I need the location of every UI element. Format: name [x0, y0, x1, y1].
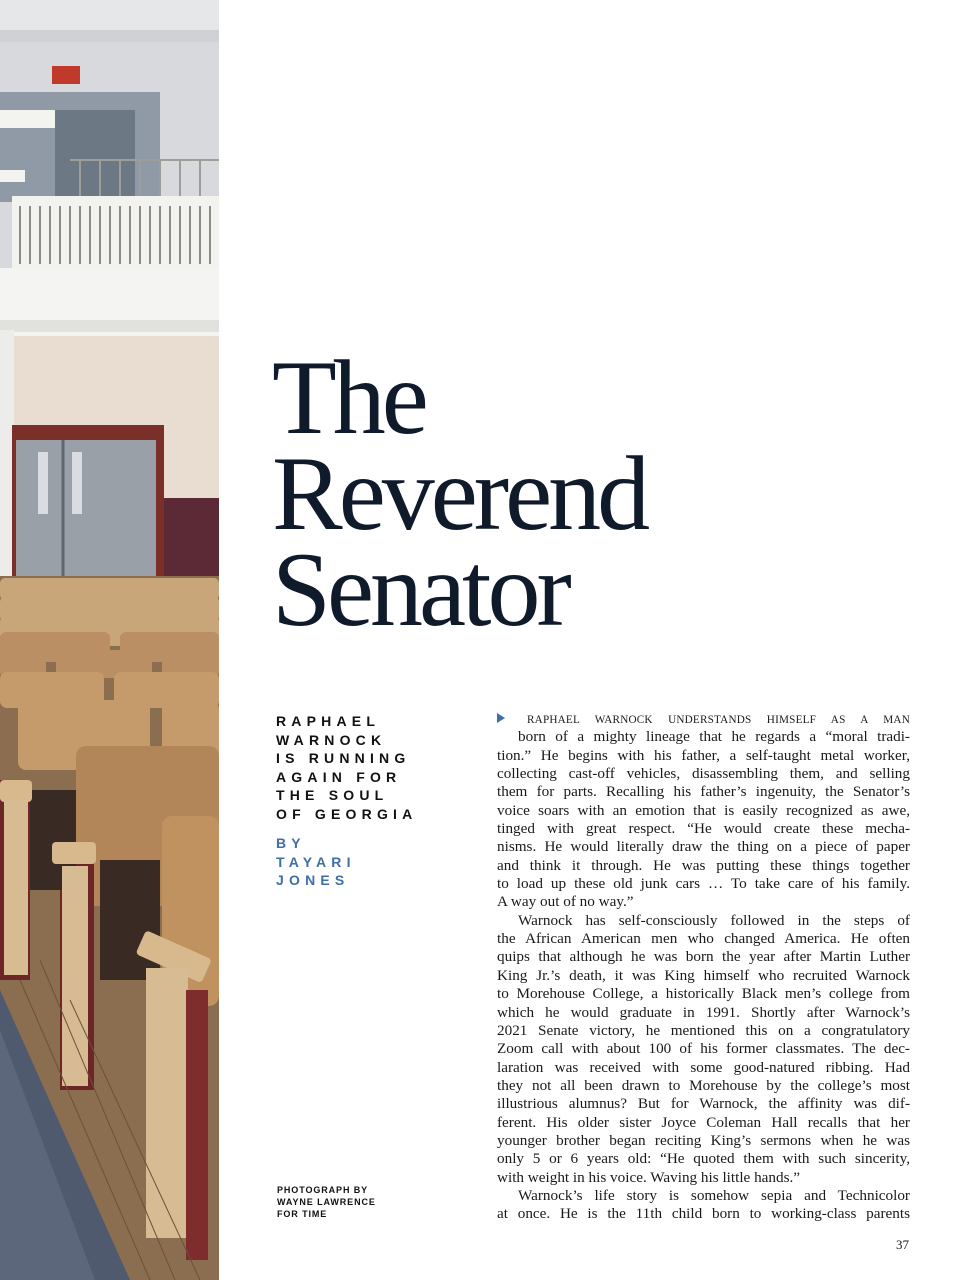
- byline-line: TAYARI: [276, 853, 356, 870]
- body-line: illustrious alumnus? But for Warnock, the affinity was dif-: [497, 1095, 910, 1113]
- body-line: which he would graduate in 1991. Shortly after Warnock’s: [497, 1003, 910, 1021]
- photo-credit: [277, 1184, 457, 1221]
- body-line: King Jr.’s death, it was King himself who recruited Warnock: [497, 966, 910, 984]
- lead-in: RAPHAEL WARNOCK UNDERSTANDS HIMSELF AS A MAN: [527, 714, 910, 726]
- byline-line: BY: [276, 835, 306, 851]
- body-line: 2021 Senate victory, he mentioned this on a congratulatory: [497, 1021, 910, 1039]
- body-line: tinged with great respect. “He would create these mecha-: [497, 820, 910, 838]
- body-line: collecting cast-off vehicles, disassembling them, and selling: [497, 765, 910, 783]
- body-line: them for parts. Recalling his father’s ingenuity, the Senator’s: [497, 783, 910, 801]
- body-line: tion.” He begins with his father, a self-taught metal worker,: [497, 746, 910, 764]
- headline-line: Senator: [272, 531, 568, 648]
- chapel-photo: [0, 0, 219, 1280]
- body-line: quips that although he was born the year after Martin Luther: [497, 948, 910, 966]
- body-line: at once. He is the 11th child born to working-class parents: [497, 1205, 910, 1223]
- body-line: Warnock’s life story is somehow sepia and Technicolor: [518, 1186, 910, 1204]
- body-line: only 5 or 6 years old: “He quoted them with such sincerity,: [497, 1150, 910, 1168]
- byline: [276, 834, 476, 890]
- headline-line: Reverend: [272, 435, 647, 552]
- body-line: with weight in his voice. Waving his little hands.”: [497, 1168, 801, 1186]
- body-line: and think it through. He was putting these things together: [497, 856, 910, 874]
- deck: [276, 712, 476, 824]
- body-line: Zoom call with about 100 of his former classmates. The dec-: [497, 1040, 910, 1058]
- triangle-bullet-icon: [497, 713, 505, 723]
- byline-line: JONES: [276, 872, 350, 889]
- body-line: laration was received with some good-natured ribbing. Had: [497, 1058, 910, 1076]
- deck-line: RAPHAEL: [276, 713, 381, 729]
- credit-line: WAYNE LAWRENCE: [277, 1197, 376, 1208]
- credit-line: PHOTOGRAPH BY: [277, 1185, 369, 1195]
- headline-line: The: [272, 339, 425, 456]
- deck-line: WARNOCK: [276, 731, 387, 748]
- deck-line: AGAIN FOR: [276, 768, 402, 785]
- deck-line: IS RUNNING: [276, 750, 411, 767]
- body-line: younger brother began reciting King’s sermons when he was: [497, 1131, 910, 1149]
- body-line: A way out of no way.”: [497, 893, 634, 911]
- body-line: to load up these old junk cars … To take care of his family.: [497, 875, 910, 893]
- lead-in-line: [497, 710, 910, 728]
- deck-line: OF GEORGIA: [276, 805, 418, 822]
- credit-line: FOR TIME: [277, 1209, 328, 1220]
- deck-line: THE SOUL: [276, 787, 389, 804]
- body-line: ferent. His older sister Joyce Coleman Hall recalls that her: [497, 1113, 910, 1131]
- body-line: voice soars with an emotion that is easily recognized as awe,: [497, 801, 910, 819]
- body-line: to Morehouse College, a historically Black men’s college from: [497, 985, 910, 1003]
- body-line: the African American men who changed America. He often: [497, 930, 910, 948]
- headline: [272, 339, 912, 648]
- body-line: nisms. He would literally draw the thing on a piece of paper: [497, 838, 910, 856]
- body-line: they not all been drawn to Morehouse by the college’s most: [497, 1076, 910, 1094]
- page-number: 37: [896, 1237, 909, 1252]
- body-line: Warnock has self-consciously followed in the steps of: [518, 911, 910, 929]
- body-line: born of a mighty lineage that he regards a “moral tradi-: [518, 728, 910, 746]
- article-body: [497, 710, 910, 1224]
